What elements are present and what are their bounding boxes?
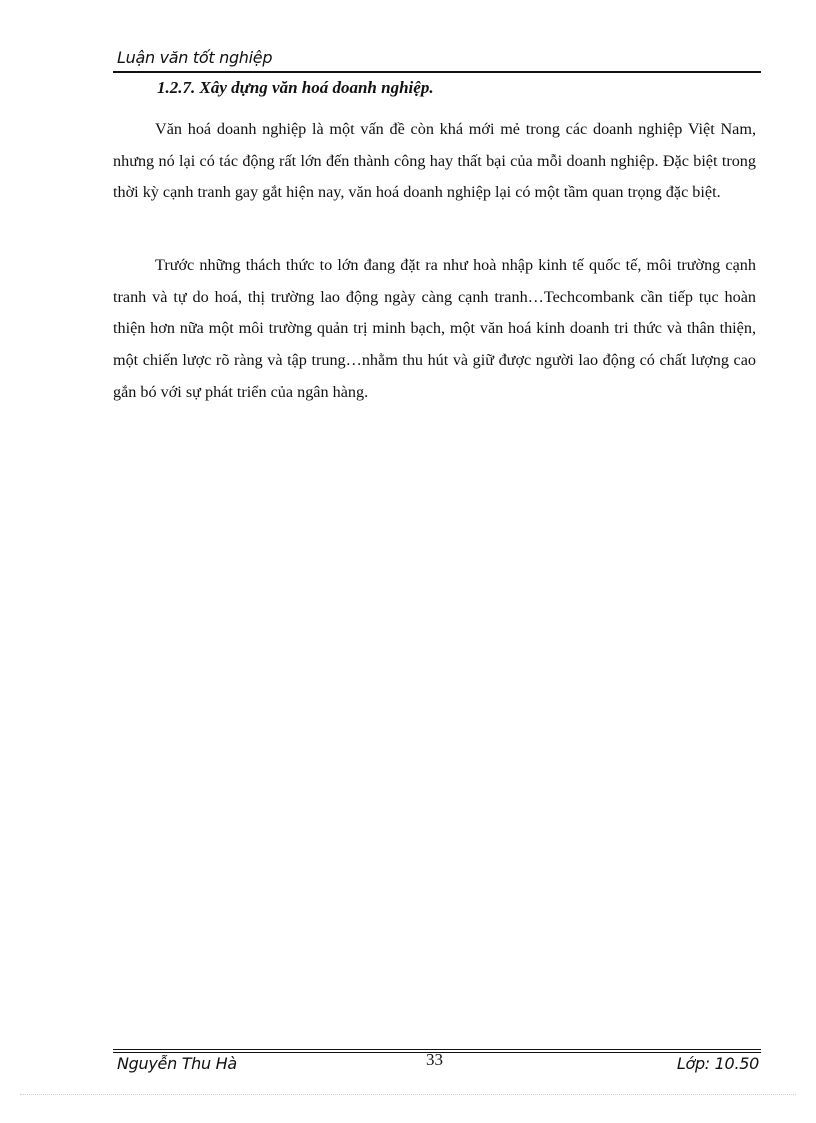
header-divider (113, 71, 761, 73)
header-title: Luận văn tốt nghiệp (117, 48, 273, 67)
footer-class-label: Lớp: 10.50 (676, 1054, 759, 1073)
body-paragraph-1: Văn hoá doanh nghiệp là một vấn đề còn khá mới mẻ trong các doanh nghiệp Việt Nam, nhưng nó lại có tác động rất lớn đến thành công hay thất bại của mỗi doanh nghiệp. Đặc biệt trong thời kỳ cạnh tranh gay gắt hiện nay, văn hoá doanh nghiệp lại có một tầm quan trọng đặc biệt. (113, 120, 756, 202)
page-number: 33 (426, 1050, 443, 1069)
body-paragraph-2: Trước những thách thức to lớn đang đặt ra như hoà nhập kinh tế quốc tế, môi trường cạnh tranh và tự do hoá, thị trường lao động ngày càng cạnh tranh…Techcombank cần tiếp tục hoàn thiện hơn nữa một môi trường quản trị minh bạch, một văn hoá kinh doanh tri thức và thân thiện, một chiến lược rõ ràng và tập trung…nhằm thu hút và giữ được người lao động có chất lượng cao gắn bó với sự phát triển của ngân hàng. (113, 256, 756, 401)
footer-author: Nguyễn Thu Hà (117, 1054, 237, 1073)
section-heading: 1.2.7. Xây dựng văn hoá doanh nghiệp. (157, 78, 434, 97)
page-edge-divider (20, 1094, 796, 1095)
